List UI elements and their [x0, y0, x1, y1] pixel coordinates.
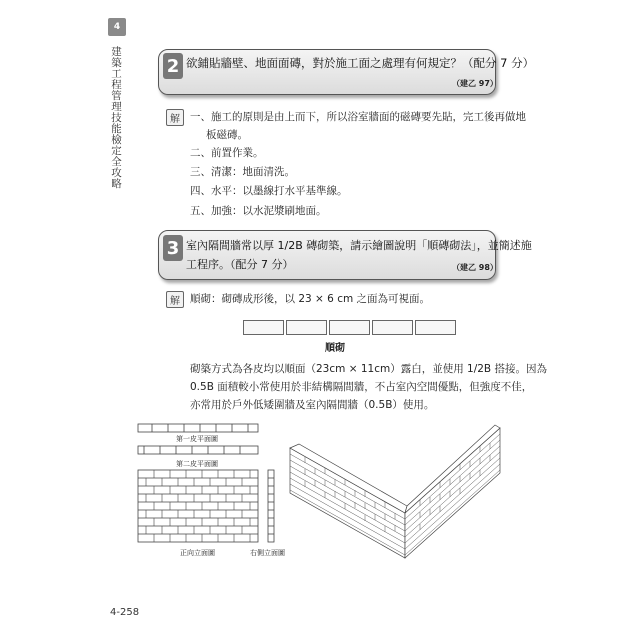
answer-2-line-4: 三、清潔：地面清洗。 [190, 166, 295, 178]
second-course-label: 第二皮平面圖 [176, 460, 218, 468]
brick [372, 320, 413, 335]
brick [415, 320, 456, 335]
front-elevation-label: 正向立面圖 [180, 549, 215, 557]
question-2-source: （建乙 97） [452, 79, 498, 88]
answer-2-line-1: 一、施工的原則是由上而下，所以浴室牆面的磁磚要先貼，完工後再做地 [190, 111, 526, 123]
question-3-text-line-1: 室內隔間牆常以厚 1/2B 磚砌築，請示繪圖說明「順磚砌法」，並簡述施 [186, 239, 532, 252]
side-book-title: 建築工程管理技能檢定全攻略 [110, 46, 122, 189]
brick [329, 320, 370, 335]
answer-3-intro: 順砌：砌磚成形後，以 23 × 6 cm 之面為可視面。 [190, 293, 431, 305]
stretcher-bond-brick-row [243, 320, 458, 335]
answer-2-line-6: 五、加強：以水泥漿刷地面。 [190, 205, 327, 217]
figure-caption: 順砌 [325, 343, 345, 354]
chapter-tab: 4 [108, 18, 126, 36]
question-3-source: （建乙 98） [452, 263, 498, 272]
answer-2-label: 解 [166, 109, 184, 126]
question-2-text: 欲鋪貼牆壁、地面面磚，對於施工面之處理有何規定？（配分 7 分） [186, 56, 535, 70]
paragraph-line-3: 亦常用於戶外低矮圍牆及室內隔間牆（0.5B）使用。 [190, 399, 435, 411]
paragraph-line-1: 砌築方式為各皮均以順面（23cm × 11cm）露白，並使用 1/2B 搭接。因為 [190, 363, 547, 375]
paragraph-line-2: 0.5B 面積較小常使用於非結構隔間牆，不占室內空間優點，但強度不佳， [190, 381, 533, 393]
answer-2-line-2: 板磁磚。 [206, 129, 248, 141]
brick [243, 320, 284, 335]
answer-3-label: 解 [166, 291, 184, 308]
question-3-text-line-2: 工程序。（配分 7 分） [186, 258, 294, 271]
answer-2-line-3: 二、前置作業。 [190, 147, 264, 159]
answer-2-line-5: 四、水平：以墨線打水平基準線。 [190, 185, 348, 197]
question-3-number: 3 [163, 235, 183, 261]
right-elevation-label: 右側立面圖 [250, 549, 285, 557]
page-number: 4-258 [110, 607, 140, 618]
brick [286, 320, 327, 335]
first-course-label: 第一皮平面圖 [176, 435, 218, 443]
question-2-number: 2 [163, 53, 183, 79]
isometric-brick-wall-drawing [285, 418, 510, 568]
